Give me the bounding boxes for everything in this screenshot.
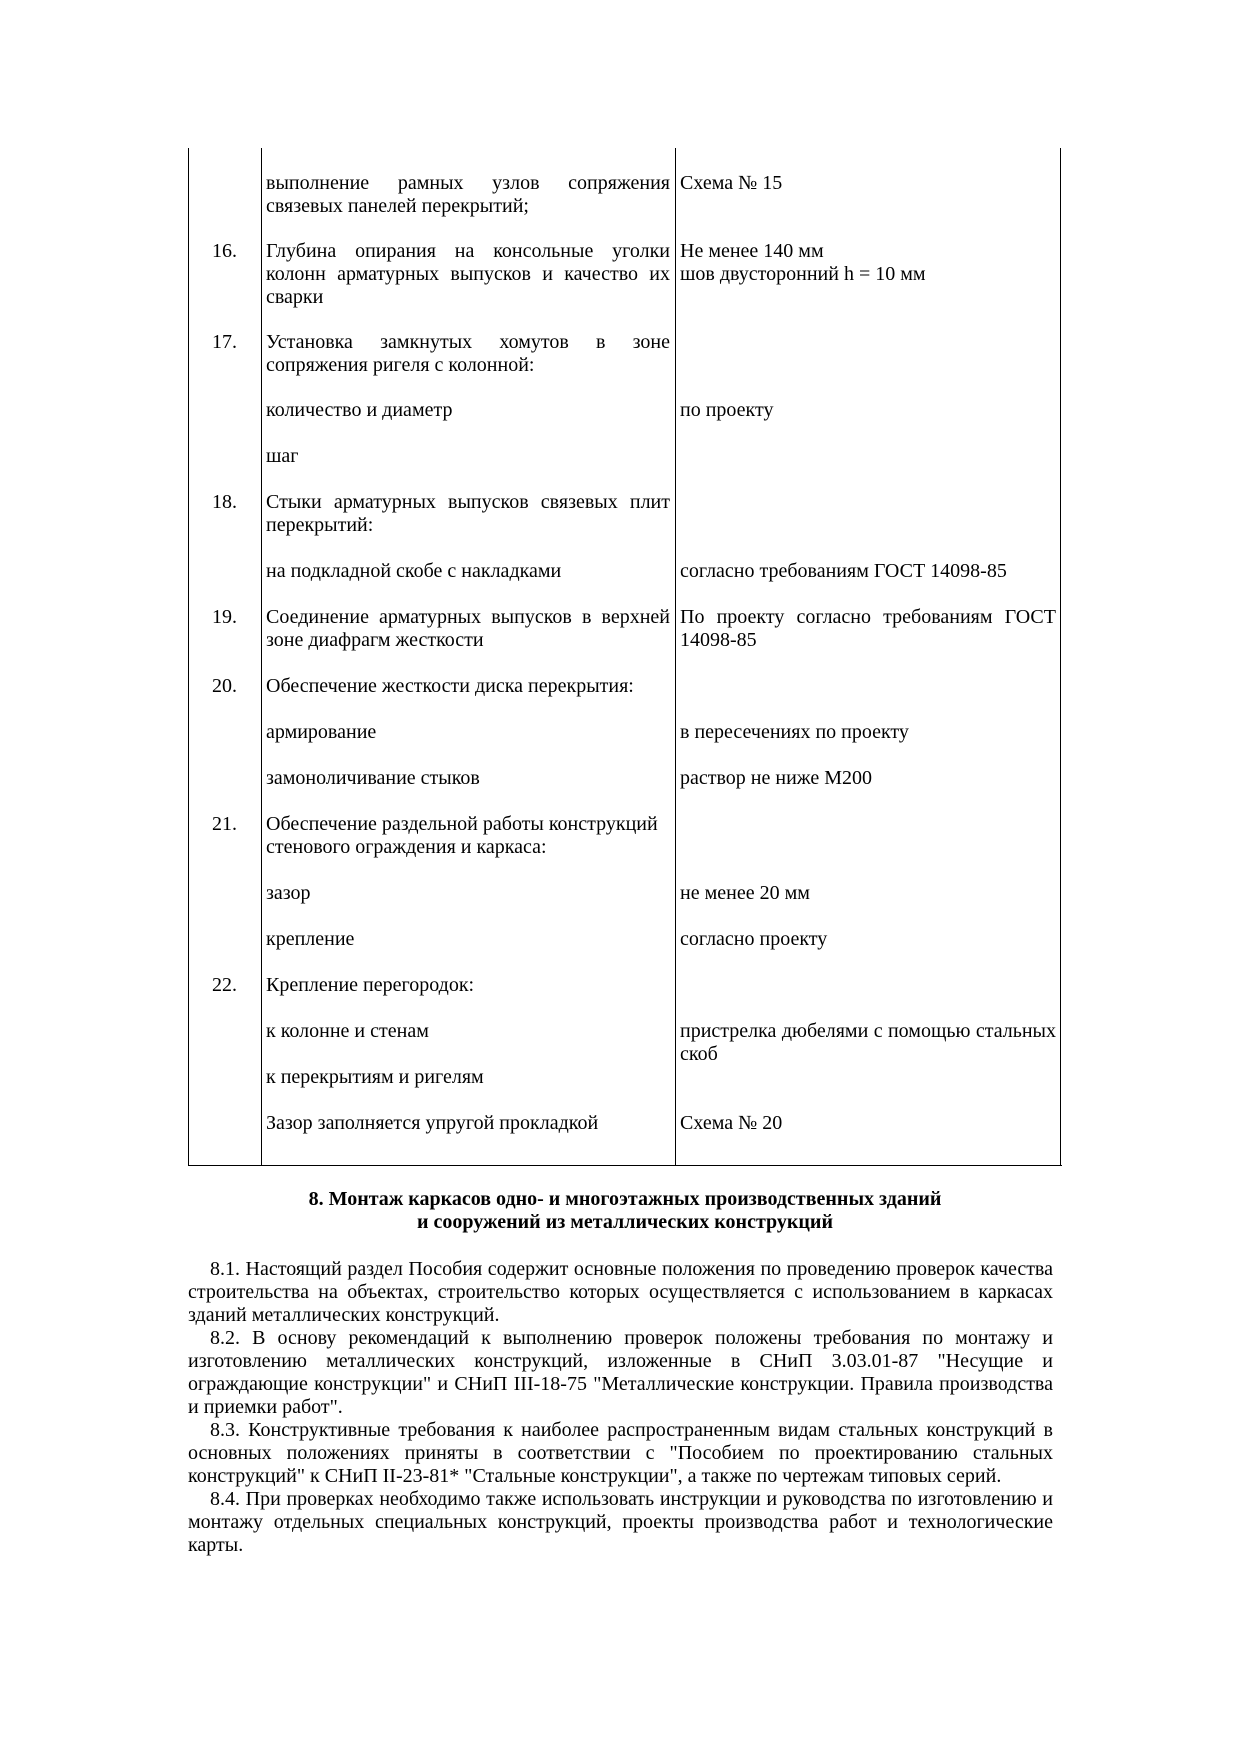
table-cell-desc: к колонне и стенам: [266, 1020, 429, 1042]
section-heading-line-2: и сооружений из металлических конструкций: [417, 1211, 833, 1233]
table-cell-req: по проекту: [680, 399, 774, 421]
section-heading-line-1: 8. Монтаж каркасов одно- и многоэтажных производственных зданий: [308, 1188, 942, 1210]
table-border-right: [1060, 148, 1061, 1126]
table-cell-req: раствор не ниже М200: [680, 767, 873, 789]
table-cell-req: пристрелка дюбелями с помощью стальных скоб: [680, 1020, 1056, 1065]
table-border-left-bottom: [188, 1126, 189, 1166]
table-cell-desc: Обеспечение жесткости диска перекрытия:: [266, 675, 634, 697]
table-cell-req: не менее 20 мм: [680, 882, 810, 904]
paragraph-8-3: 8.3. Конструктивные требования к наиболее распространенным видам стальных конструкций в основных положениях приняты в соответствии с "Пособием по проектированию стальных конструкций" к СНиП II-23-81* "Стальные конструкции", а также по чертежам типовых серий.: [188, 1419, 1053, 1487]
table-cell-desc: выполнение рамных узлов сопряжения связевых панелей перекрытий;: [266, 172, 670, 217]
table-divider-desc: [675, 148, 676, 1166]
table-cell-desc: количество и диаметр: [266, 399, 453, 421]
table-cell-req: По проекту согласно требованиям ГОСТ 14098-85: [680, 606, 1056, 651]
inspection-table: [188, 148, 1062, 1166]
table-cell-req: согласно проекту: [680, 928, 828, 950]
table-cell-req: согласно требованиям ГОСТ 14098-85: [680, 560, 1007, 582]
table-divider-num: [261, 148, 262, 1166]
table-cell-desc: Зазор заполняется упругой прокладкой: [266, 1112, 599, 1134]
table-cell-desc: армирование: [266, 721, 377, 743]
table-cell-desc: на подкладной скобе с накладками: [266, 560, 562, 582]
table-cell-desc: Глубина опирания на консольные уголки колонн арматурных выпусков и качество их сварки: [266, 240, 670, 308]
table-cell-req: Схема № 20: [680, 1112, 783, 1134]
table-cell-num: 19.: [212, 606, 237, 628]
table-cell-req: Схема № 15: [680, 172, 783, 194]
table-cell-desc: Установка замкнутых хомутов в зоне сопряжения ригеля с колонной:: [266, 331, 670, 376]
paragraph-8-1: 8.1. Настоящий раздел Пособия содержит основные положения по проведению проверок качества строительства на объектах, строительство которых осуществляется с использованием в каркасах зданий металлических конструкций.: [188, 1258, 1053, 1326]
table-cell-num: 18.: [212, 491, 237, 513]
table-cell-num: 21.: [212, 813, 237, 835]
table-cell-desc: к перекрытиям и ригелям: [266, 1066, 484, 1088]
table-cell-req: в пересечениях по проекту: [680, 721, 909, 743]
table-cell-desc: Крепление перегородок:: [266, 974, 475, 996]
table-cell-desc: замоноличивание стыков: [266, 767, 480, 789]
table-cell-num: 22.: [212, 974, 237, 996]
section-heading: [188, 1188, 1062, 1234]
table-cell-num: 20.: [212, 675, 237, 697]
table-cell-desc: зазор: [266, 882, 311, 904]
table-cell-desc: Стыки арматурных выпусков связевых плит перекрытий:: [266, 491, 670, 536]
table-cell-desc: шаг: [266, 445, 299, 467]
table-bottom-border: [188, 1165, 1062, 1166]
table-cell-desc: Соединение арматурных выпусков в верхней зоне диафрагм жесткости: [266, 606, 670, 651]
paragraph-8-4: 8.4. При проверках необходимо также использовать инструкции и руководства по изготовлению и монтажу отдельных специальных конструкций, проекты производства работ и технологические карты.: [188, 1488, 1053, 1556]
table-cell-req: Не менее 140 мм шов двусторонний h = 10 мм: [680, 240, 926, 285]
table-cell-num: 17.: [212, 331, 237, 353]
table-cell-num: 16.: [212, 240, 237, 262]
table-cell-desc: крепление: [266, 928, 355, 950]
paragraph-8-2: 8.2. В основу рекомендаций к выполнению проверок положены требования по монтажу и изготовлению металлических конструкций, изложенные в СНиП 3.03.01-87 "Несущие и ограждающие конструкции" и СНиП III-18-75 "Металлические конструкции. Правила производства и приемки работ".: [188, 1327, 1053, 1418]
table-border-right-bottom: [1060, 1126, 1061, 1166]
table-cell-desc: Обеспечение раздельной работы конструкций стенового ограждения и каркаса:: [266, 813, 658, 858]
